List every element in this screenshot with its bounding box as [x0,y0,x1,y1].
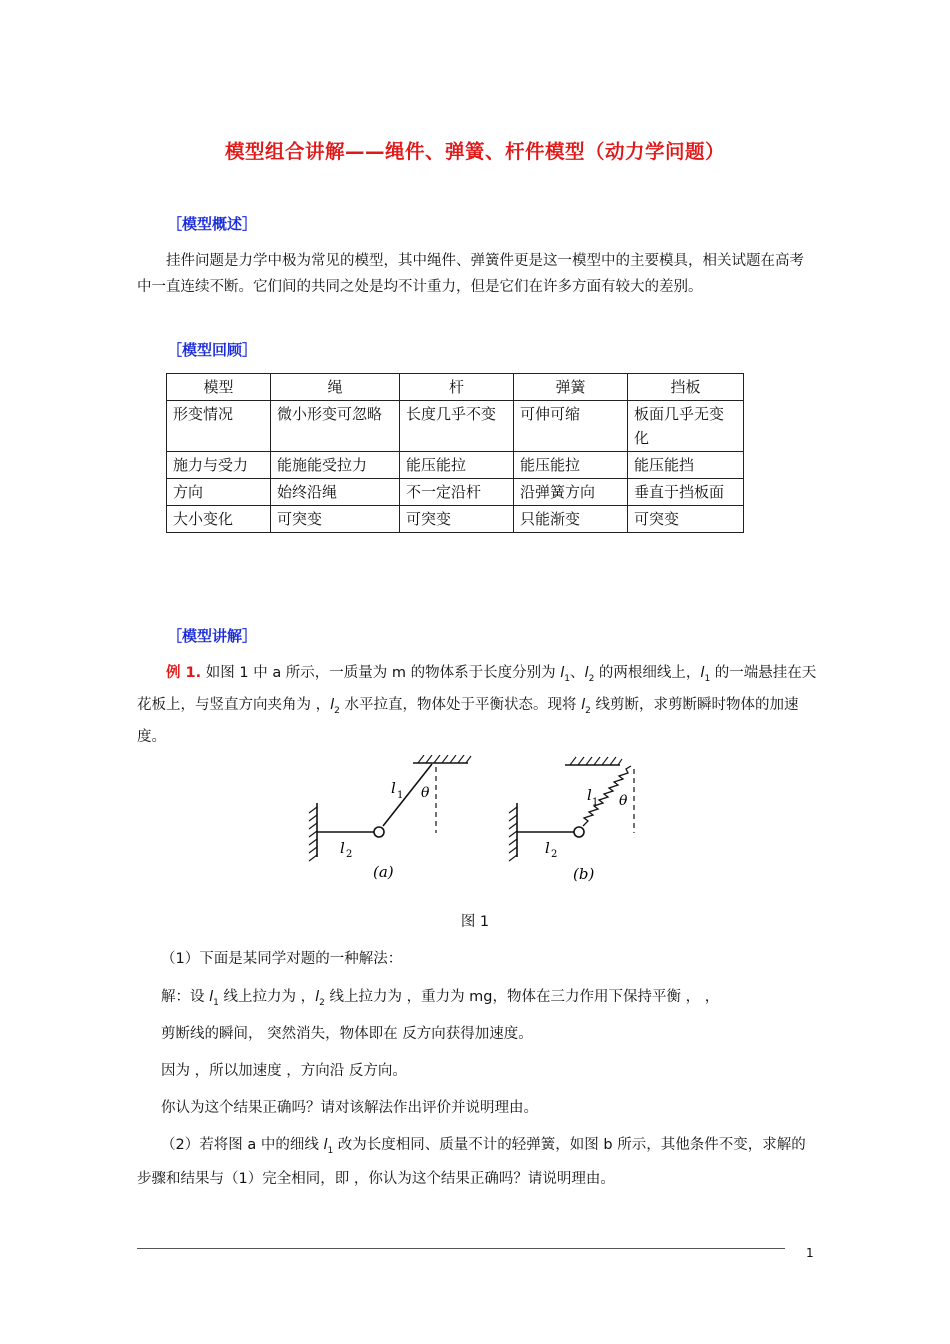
figure-caption: 图 1 [460,914,490,930]
label-theta: θ [619,793,628,809]
var-sub: 2 [585,705,591,716]
page-number: 1 [806,1246,814,1260]
label-a: (a) [373,863,394,881]
var-sub: 1 [327,1145,334,1156]
label-theta: θ [421,785,430,801]
table-header-row [167,374,744,401]
example-text: 如图 1 中 a 所示，一质量为 m 的物体系于长度分别为 [201,665,561,681]
separator: 、 [570,665,585,681]
label-l2-sub: 2 [551,849,558,860]
question-2-text: （2）若将图 a 中的细线 [161,1137,324,1153]
var-l: l [560,665,565,681]
solution-line-3: 因为 ，所以加速度 ，方向沿 反方向。 [161,1063,407,1079]
label-l1: l [587,786,592,804]
table-cell: 可伸可缩 [514,401,628,452]
table-header-cell: 绳 [271,374,400,401]
table-row [167,452,744,479]
var-l: l [315,989,320,1005]
table-cell: 只能渐变 [514,506,628,533]
table-row [167,401,744,452]
table-cell: 垂直于挡板面 [628,479,744,506]
example-paragraph [137,660,817,750]
example-text: 的两根细线上， [594,665,701,681]
question-1-intro: （1）下面是某同学对题的一种解法： [161,951,403,967]
table-cell: 长度几乎不变 [400,401,514,452]
ceiling-hatch [570,757,622,765]
var-sub: 1 [704,673,711,684]
question-2-paragraph [137,1131,817,1193]
label-l1-sub: 1 [592,797,599,808]
table-header-cell: 模型 [167,374,271,401]
var-l: l [209,989,214,1005]
solution-text: 线上拉力为 ，重力为 mg，物体在三力作用下保持平衡 ， ， [324,989,720,1005]
table-cell: 板面几乎无变化 [628,401,744,452]
var-sub: 2 [319,997,325,1008]
var-l: l [323,1137,328,1153]
table-cell: 大小变化 [167,506,271,533]
var-sub: 2 [588,673,595,684]
overview-heading: ［模型概述］ [167,215,258,233]
figure-1 [300,755,650,895]
table-header-cell: 弹簧 [514,374,628,401]
solution-line-1 [161,986,719,1014]
example-text: 线剪断，求剪断瞬时物体的加速度。 [137,696,799,745]
solution-line-4: 你认为这个结果正确吗？请对该解法作出评价并说明理由。 [161,1100,538,1116]
mass-ball [374,827,384,837]
label-l1-sub: 1 [397,790,404,801]
question-2-text: 改为长度相同、质量不计的轻弹簧，如图 b 所示，其他条件不变，求解的步骤和结果与（1）完全相同，即 ，你认为这个结果正确吗？请说明理由。 [137,1137,806,1187]
var-l: l [581,696,586,713]
example-text: 的一端悬挂在天花板上，与竖直方向夹角为 ， [137,665,817,713]
label-l2: l [545,839,550,857]
table-cell: 能施能受拉力 [271,452,400,479]
var-l: l [330,696,335,713]
model-comparison-table [166,373,744,533]
label-l1: l [391,779,396,797]
page-title: 模型组合讲解——绳件、弹簧、杆件模型（动力学问题） [224,140,725,163]
table-row [167,479,744,506]
explain-heading: ［模型讲解］ [167,627,258,645]
table-row [167,506,744,533]
var-sub: 2 [334,705,340,716]
table-cell: 微小形变可忽略 [271,401,400,452]
table-cell: 可突变 [400,506,514,533]
overview-paragraph: 挂件问题是力学中极为常见的模型，其中绳件、弹簧件更是这一模型中的主要模具，相关试题在高考中一直连续不断。它们间的共同之处是均不计重力，但是它们在许多方面有较大的差别。 [137,253,804,295]
example-label: 例 1. [166,665,202,681]
mass-ball [574,827,584,837]
label-b: (b) [573,865,595,883]
ceiling-hatch [418,755,471,763]
label-l2-sub: 2 [346,849,353,860]
figure-b [509,757,634,861]
table-cell: 始终沿绳 [271,479,400,506]
table-cell: 可突变 [628,506,744,533]
solution-line-2: 剪断线的瞬间， 突然消失，物体即在 反方向获得加速度。 [161,1026,533,1042]
table-cell: 不一定沿杆 [400,479,514,506]
table-cell: 方向 [167,479,271,506]
table-cell: 能压能拉 [400,452,514,479]
table-cell: 能压能拉 [514,452,628,479]
example-text: 水平拉直，物体处于平衡状态。现将 [339,696,582,713]
table-cell: 沿弹簧方向 [514,479,628,506]
table-header-cell: 杆 [400,374,514,401]
solution-text: 解：设 [161,989,210,1005]
var-l: l [700,665,705,681]
footer-divider [137,1248,785,1249]
wall-hatch [309,807,317,861]
table-header-cell: 挡板 [628,374,744,401]
review-heading: ［模型回顾］ [167,341,258,359]
var-sub: 1 [564,673,571,684]
table-cell: 可突变 [271,506,400,533]
table-cell: 能压能挡 [628,452,744,479]
label-l2: l [340,839,345,857]
var-sub: 1 [213,997,219,1008]
table-cell: 形变情况 [167,401,271,452]
wall-hatch [509,807,517,861]
table-cell: 施力与受力 [167,452,271,479]
solution-text: 线上拉力为 ， [218,989,316,1005]
var-l: l [584,665,589,681]
figure-a [309,755,471,861]
